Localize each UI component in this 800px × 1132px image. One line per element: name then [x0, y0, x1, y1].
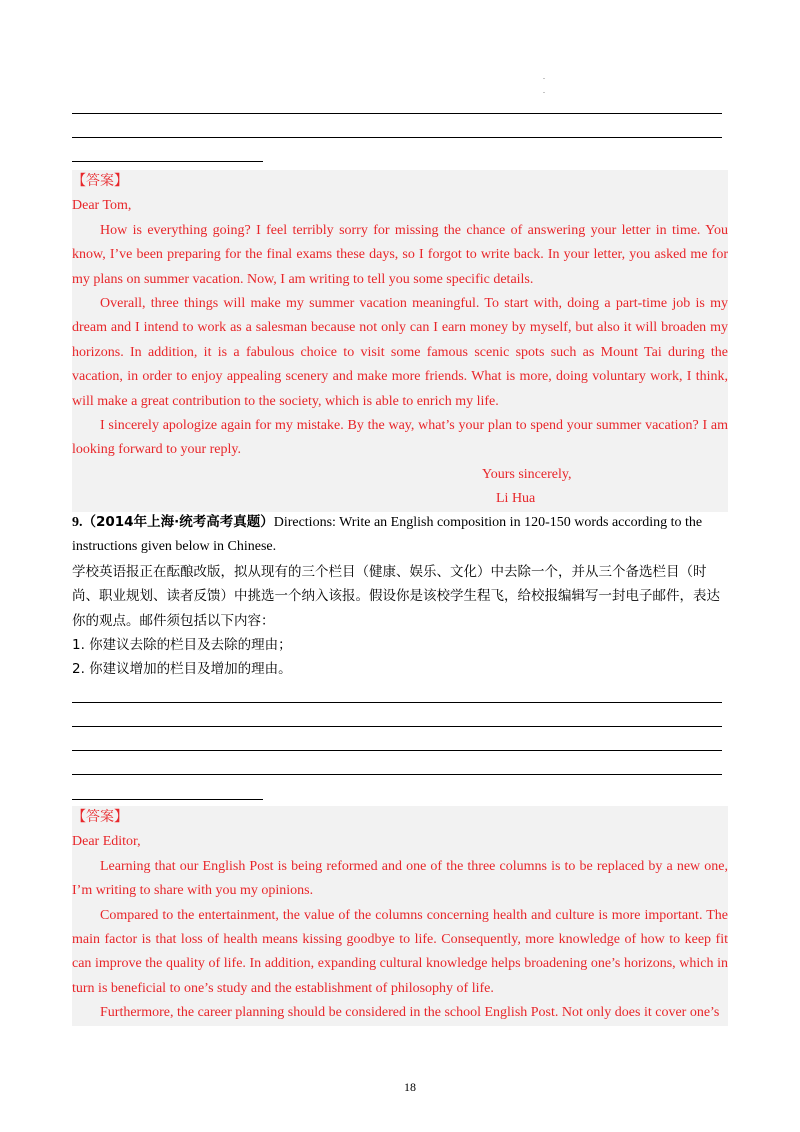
writing-line [72, 726, 722, 727]
writing-line [72, 702, 722, 703]
paragraph: I sincerely apologize again for my mistake. By the way, what’s your plan to spend your summer vacation? I am looking forward to your reply. [72, 418, 728, 458]
writing-line [72, 799, 263, 800]
answer-block-1 [72, 170, 728, 512]
writing-line [72, 113, 722, 114]
writing-line [72, 750, 722, 751]
question-directions: Directions: Write an English composition in 120-150 words according to the instructions given below in Chinese. [72, 515, 703, 555]
question-9 [72, 510, 728, 682]
paragraph: Compared to the entertainment, the value of the columns concerning health and culture is more important. The main factor is that loss of health means kissing goodbye to life. Consequently, more knowledge of how to keep fit can improve the quality of life. In addition, expanding cultural knowledge helps broadening one’s horizons, which in turn is beneficial to one’s study and the establishment of philosophy of life. [72, 907, 728, 996]
question-source: （2014年上海·统考高考真题） [82, 514, 274, 530]
writing-line [72, 161, 263, 162]
salutation: Dear Tom, [72, 198, 132, 214]
prompt-item: 2. 你建议增加的栏目及增加的理由。 [72, 661, 292, 678]
answer-tag: 【答案】 [72, 174, 128, 189]
paragraph: Overall, three things will make my summer vacation meaningful. To start with, doing a part-time job is my dream and I intend to work as a salesman because not only can I earn money by myself, but also it will broaden my horizons. In addition, it is a fabulous choice to visit some famous scenic spots such as Mount Tai during the vacation, in order to enjoy appealing scenery and make more friends. What is more, doing voluntary work, I think, will make a great contribution to the society, which is able to enrich my life. [72, 296, 728, 409]
paragraph: Learning that our English Post is being reformed and one of the three columns is to be replaced by a new one, I’m writing to share with you my opinions. [72, 858, 728, 899]
writing-line [72, 137, 722, 138]
chinese-prompt: 学校英语报正在酝酿改版，拟从现有的三个栏目（健康、娱乐、文化）中去除一个，并从三个备选栏目（时尚、职业规划、读者反馈）中挑选一个纳入该报。假设你是该校学生程飞，给校报编辑写一封电子邮件，表达你的观点。邮件须包括以下内容： [72, 563, 720, 629]
paragraph: How is everything going? I feel terribly sorry for missing the chance of answering your letter in time. You know, I’ve been preparing for the final exams these days, so I forgot to write back. In your letter, you asked me for my plans on summer vacation. Now, I am writing to tell you some specific details. [72, 222, 728, 287]
scan-marks: . . [543, 72, 545, 95]
salutation: Dear Editor, [72, 834, 141, 850]
prompt-item: 1. 你建议去除的栏目及去除的理由； [72, 637, 292, 654]
answer-tag: 【答案】 [72, 810, 128, 825]
writing-line [72, 774, 722, 775]
closing: Yours sincerely, [482, 466, 572, 482]
answer-block-2 [72, 806, 728, 1026]
question-number: 9. [72, 515, 83, 530]
signature: Li Hua [496, 491, 536, 507]
question-heading [72, 510, 728, 560]
page-number: 18 [404, 1080, 416, 1094]
paragraph: Furthermore, the career planning should be considered in the school English Post. Not only does it cover one’s [100, 1005, 720, 1021]
